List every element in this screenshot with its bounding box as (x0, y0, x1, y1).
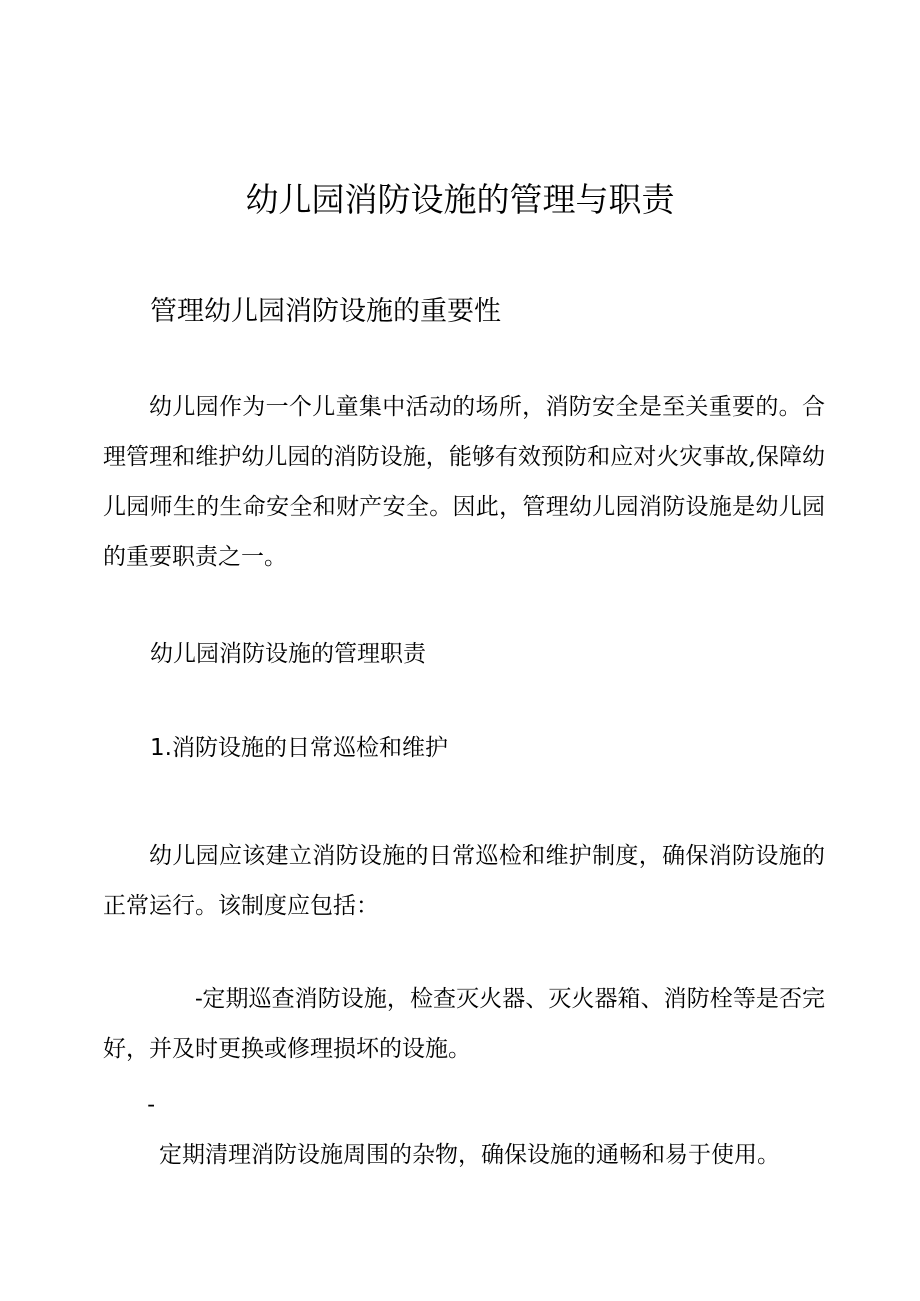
list-item (103, 974, 825, 1074)
document-title: 幼儿园消防设施的管理与职责 (245, 180, 675, 219)
list-item-text: 定期巡查消防设施，检查灭火器、灭火器箱、消防栓等是否完好，并及时更换或修理损坏的设施。 (103, 986, 825, 1062)
bullet-dash: - (147, 1092, 155, 1118)
section-heading-importance: 管理幼儿园消防设施的重要性 (150, 296, 501, 327)
section-heading-responsibilities: 幼儿园消防设施的管理职责 (150, 641, 426, 667)
bullet-dash: - (195, 986, 203, 1012)
list-item-text: 定期清理消防设施周围的杂物，确保设施的通畅和易于使用。 (159, 1142, 780, 1168)
list-item (103, 1080, 825, 1180)
inspection-paragraph: 幼儿园应该建立消防设施的日常巡检和维护制度，确保消防设施的正常运行。该制度应包括： (103, 843, 825, 919)
importance-paragraph: 幼儿园作为一个儿童集中活动的场所，消防安全是至关重要的。合理管理和维护幼儿园的消防设施，能够有效预防和应对火灾事故,保障幼儿园师生的生命安全和财产安全。因此，管理幼儿园消防设施是幼儿园的重要职责之一。 (103, 394, 825, 570)
subsection-heading-inspection: 1.消防设施的日常巡检和维护 (150, 735, 448, 761)
